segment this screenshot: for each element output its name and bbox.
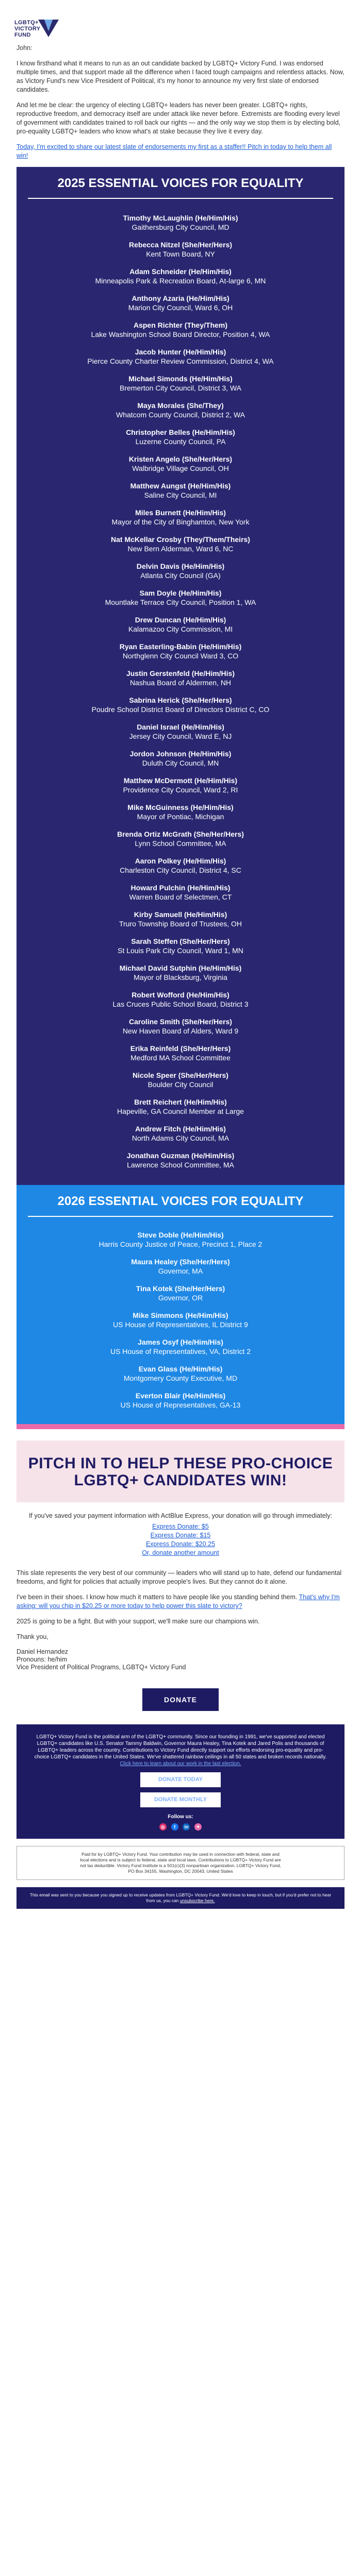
candidate-office: Bremerton City Council, District 3, WA (120, 384, 241, 392)
candidate-entry (17, 374, 344, 393)
candidate-office: New Haven Board of Alders, Ward 9 (122, 1027, 239, 1035)
candidate-office: Kent Town Board, NY (146, 250, 215, 258)
panel-2025-title: 2025 ESSENTIAL VOICES FOR EQUALITY (28, 167, 333, 199)
header (0, 0, 361, 44)
footer-about-text: LGBTQ+ Victory Fund is the political arm of the LGBTQ+ community. Since our founding in 1991, we've supported and elected LGBTQ+ candidates like U.S. Senator Tammy Baldwin, Governor Maura Healey, Tina Kotek and Jared Polis and thousands of LGBTQ+ leaders across the country. Contributions to Victory Fund directly support our efforts endorsing pro-equality and pro-choice LGBTQ+ candidates in the United States. We've shattered rainbow ceilings in all 50 states and broken records nationally. (34, 1734, 327, 1760)
candidate-office: St Louis Park City Council, Ward 1, MN (118, 946, 243, 955)
candidate-entry (17, 990, 344, 1009)
express-intro: If you've saved your payment information with ActBlue Express, your donation will go through immediately: (28, 1512, 333, 1519)
logo-line-2: VICTORY (14, 26, 41, 32)
candidate-name: Erika Reinfeld (She/Her/Hers) (130, 1044, 231, 1053)
candidate-name: Rebecca Nitzel (She/Her/Hers) (129, 241, 232, 249)
sign-off: Thank you, (17, 1633, 48, 1640)
candidate-entry (17, 722, 344, 741)
candidate-name: Andrew Fitch (He/Him/His) (135, 1125, 226, 1133)
candidate-office: Lawrence School Committee, MA (127, 1161, 234, 1169)
candidate-entry (17, 240, 344, 259)
candidate-entry (17, 642, 344, 660)
candidate-name: Daniel Israel (He/Him/His) (137, 723, 224, 731)
candidate-name: Michael Simonds (He/Him/His) (128, 375, 233, 383)
candidate-name: Nicole Speer (She/Her/Hers) (133, 1071, 228, 1079)
candidate-name: Delvin Davis (He/Him/His) (136, 562, 225, 570)
seen-text: I've been in their shoes. I know how much it matters to have people like you standing behind them. (17, 1594, 299, 1601)
candidate-name: Sabrina Herick (She/Her/Hers) (129, 696, 232, 704)
candidate-name: Aspen Richter (They/Them) (133, 321, 228, 329)
candidate-name: Ryan Easterling-Babin (He/Him/His) (119, 642, 242, 651)
candidate-name: Justin Gerstenfeld (He/Him/His) (126, 669, 235, 677)
candidate-name: Mike Simmons (He/Him/His) (133, 1311, 228, 1319)
candidate-name: Sarah Steffen (She/Her/Hers) (131, 937, 230, 945)
legal-text: This email was sent to you because you signed up to receive updates from LGBTQ+ Victory Fund. We'd love to keep in touch, but if you'd prefer not to hear from us, you can (29, 1892, 332, 1903)
candidate-office: Marion City Council, Ward 6, OH (128, 303, 233, 312)
candidate-name: Brenda Ortiz McGrath (She/Her/Hers) (117, 830, 244, 838)
candidate-office: Medford MA School Committee (130, 1054, 231, 1062)
candidate-name: Howard Pulchin (He/Him/His) (130, 884, 231, 892)
candidate-office: Mayor of the City of Binghamton, New York (111, 518, 250, 526)
footer-learn-link[interactable]: Click here to learn about our work in the last election. (120, 1761, 241, 1767)
candidate-entry (17, 910, 344, 928)
candidate-entry (17, 454, 344, 473)
candidate-name: Matthew McDermott (He/Him/His) (123, 776, 238, 785)
candidate-office: Saline City Council, MI (144, 491, 217, 499)
candidate-office: Poudre School District Board of Directors District C, CO (91, 705, 270, 714)
candidate-name: Maura Healey (She/Her/Hers) (131, 1258, 230, 1266)
candidate-office: Montgomery County Executive, MD (123, 1374, 238, 1382)
candidate-entry (17, 508, 344, 527)
logo-line-1: LGBTQ+ (14, 20, 39, 26)
candidate-office: Minneapolis Park & Recreation Board, At-large 6, MN (95, 277, 266, 285)
candidate-entry (17, 883, 344, 902)
donate-monthly-button[interactable]: DONATE MONTHLY (140, 1792, 221, 1807)
candidate-entry (17, 669, 344, 687)
candidate-name: Nat McKellar Crosby (They/Them/Theirs) (111, 535, 250, 544)
candidate-office: Hapeville, GA Council Member at Large (117, 1107, 244, 1115)
candidate-office: Duluth City Council, MN (142, 759, 219, 767)
candidate-name: Maya Morales (She/They) (137, 401, 224, 410)
candidate-name: Adam Schneider (He/Him/His) (129, 267, 232, 276)
candidate-office: Atlanta City Council (GA) (140, 571, 221, 580)
candidate-entry (17, 749, 344, 768)
candidate-entry (17, 1230, 344, 1249)
candidate-entry (17, 1097, 344, 1116)
candidate-entry (17, 213, 344, 232)
brand-logo[interactable] (7, 9, 79, 38)
candidate-entry (17, 937, 344, 955)
donate-button[interactable]: DONATE (142, 1688, 219, 1711)
closing-section (0, 1563, 361, 1671)
candidate-entry (17, 320, 344, 339)
candidate-name: Anthony Azaria (He/Him/His) (132, 294, 229, 302)
candidate-office: Charleston City Council, District 4, SC (120, 866, 241, 874)
candidate-office: Walbridge Village Council, OH (132, 464, 229, 472)
footer-about (31, 1734, 330, 1767)
panel-2025 (17, 167, 344, 1185)
signer-name: Daniel Hernandez (17, 1648, 69, 1655)
candidate-name: Drew Duncan (He/Him/His) (135, 616, 226, 624)
candidate-office: Las Cruces Public School Board, District 3 (112, 1000, 249, 1008)
candidate-entry (17, 1124, 344, 1143)
candidate-entry (17, 401, 344, 419)
candidate-name: Tina Kotek (She/Her/Hers) (136, 1284, 225, 1293)
candidate-name: Miles Burnett (He/Him/His) (135, 509, 226, 517)
follow-label: Follow us: (168, 1814, 193, 1820)
candidate-office: US House of Representatives, IL District 9 (113, 1320, 248, 1329)
signer-title: Vice President of Political Programs, LGBTQ+ Victory Fund (17, 1664, 186, 1671)
candidate-office: North Adams City Council, MA (132, 1134, 229, 1142)
candidate-entry (17, 481, 344, 500)
legal-notice (17, 1887, 344, 1909)
candidate-name: Christopher Belles (He/Him/His) (126, 428, 235, 436)
candidate-name: Mike McGuinness (He/Him/His) (127, 803, 234, 811)
candidate-entry (17, 1151, 344, 1170)
intro-donate-link[interactable]: Today, I'm excited to share our latest slate of endorsements my first as a staffer!! Pitch in today to help them all win! (17, 143, 332, 159)
candidate-entry (17, 829, 344, 848)
candidate-office: Mountlake Terrace City Council, Position 1, WA (105, 598, 256, 606)
candidate-entry (17, 1284, 344, 1302)
candidate-entry (17, 267, 344, 285)
candidate-entry (17, 776, 344, 794)
candidate-name: Jordon Johnson (He/Him/His) (129, 750, 232, 758)
donate-other-amount-link[interactable]: Or, donate another amount (142, 1549, 219, 1556)
candidate-name: Kristen Angelo (She/Her/Hers) (128, 455, 233, 463)
candidate-entry (17, 856, 344, 875)
candidate-name: Sam Doyle (He/Him/His) (139, 589, 222, 597)
candidate-office: Warren Board of Selectmen, CT (129, 893, 232, 901)
social-links (31, 1823, 330, 1831)
pitch-banner[interactable] (17, 1440, 344, 1502)
panel-2026-title: 2026 ESSENTIAL VOICES FOR EQUALITY (28, 1185, 333, 1217)
candidate-office: Providence City Council, Ward 2, RI (123, 786, 238, 794)
candidate-entry (17, 696, 344, 714)
candidate-name: Kirby Samuell (He/Him/His) (134, 910, 227, 919)
paragraph (17, 1593, 344, 1611)
paragraph: I know firsthand what it means to run as an out candidate backed by LGBTQ+ Victory Fund. I was endorsed multiple times, and that support made all the difference when I faced tough campaigns and relentless attacks. Now, as Victory Fund's new Vice President of Political, it's my honor to announce my very first slate of endorsed candidates. (17, 60, 344, 93)
pitch-title: PITCH IN TO HELP THESE PRO-CHOICE LGBTQ+ CANDIDATES WIN! (28, 1455, 333, 1489)
candidate-office: Mayor of Pontiac, Michigan (137, 812, 224, 821)
candidate-office: Lynn School Committee, MA (135, 839, 226, 848)
candidate-office: New Bern Alderman, Ward 6, NC (127, 545, 234, 553)
paragraph: And let me be clear: the urgency of electing LGBTQ+ leaders has never been greater. LGBTQ+ rights, reproductive freedom, and democracy itself are under attack like never before. Extremists are flooding every level of government with candidates trained to roll back our rights — and the only way we stop them is by electing bold, pro-equality LGBTQ+ leaders who know what's at stake because they live it every day. (17, 101, 341, 135)
candidate-entry (17, 562, 344, 580)
candidate-entry (17, 1311, 344, 1329)
candidate-office: Kalamazoo City Commission, MI (128, 625, 233, 633)
express-donate-link[interactable]: Express Donate: $20.25 (145, 1540, 216, 1548)
express-donate-link[interactable]: Express Donate: $5 (152, 1523, 209, 1530)
candidate-name: Brett Reichert (He/Him/His) (134, 1098, 227, 1106)
panel-2026 (17, 1185, 344, 1429)
candidate-office: Harris County Justice of Peace, Precinct 1, Place 2 (99, 1240, 262, 1248)
candidate-entry (17, 1364, 344, 1383)
candidate-list-2026 (17, 1217, 344, 1424)
logo-line-3: FUND (14, 32, 31, 38)
donate-today-button[interactable]: DONATE TODAY (140, 1772, 221, 1787)
v-icon (37, 19, 60, 38)
candidate-entry (17, 1044, 344, 1062)
express-donate-section (0, 1502, 361, 1563)
footer (17, 1724, 344, 1839)
candidate-name: Michael David Sutphin (He/Him/His) (119, 964, 242, 972)
candidate-entry (17, 615, 344, 634)
candidate-name: Evan Glass (He/Him/His) (138, 1365, 223, 1373)
paid-for-disclaimer: Paid for by LGBTQ+ Victory Fund. Your contribution may be used in connection with federal, state and local elections and is subject to federal, state and local laws. Contributions to LGBTQ+ Victory Fund are not tax deductible. Victory Fund Institute is a 501(c)(3) nonpartisan organization. LGBTQ+ Victory Fund, PO Box 34155, Washington, DC 20043, United States (17, 1846, 344, 1880)
greeting: John: (17, 44, 32, 52)
candidate-office: Gaithersburg City Council, MD (132, 223, 229, 231)
candidate-entry (17, 428, 344, 446)
paragraph: 2025 is going to be a fight. But with your support, we'll make sure our champions win. (17, 1618, 260, 1625)
candidate-office: Lake Washington School Board Director, Position 4, WA (91, 330, 270, 338)
paragraph: This slate represents the very best of our community — leaders who will stand up to hate, defend our fundamental freedoms, and fight for policies that actually improve people's lives. But they cannot do it alone. (17, 1569, 342, 1585)
candidate-name: Matthew Aungst (He/Him/His) (130, 482, 231, 490)
donate-cta (0, 1678, 361, 1724)
candidate-name: Steve Doble (He/Him/His) (137, 1231, 224, 1239)
candidate-name: Jacob Hunter (He/Him/His) (135, 348, 226, 356)
candidate-office: Governor, OR (158, 1294, 203, 1302)
facebook-icon[interactable]: f (171, 1823, 178, 1831)
candidate-entry (17, 1257, 344, 1276)
chip-in-link[interactable]: That's why I'm asking: will you chip in $20.25 or more today to help power this slate to victory? (17, 1594, 340, 1609)
candidate-name: Timothy McLaughlin (He/Him/His) (123, 214, 238, 222)
candidate-entry (17, 1017, 344, 1036)
candidate-entry (17, 588, 344, 607)
candidate-office: US House of Representatives, GA-13 (120, 1401, 241, 1409)
candidate-list-2025 (17, 199, 344, 1185)
instagram-icon[interactable]: ◎ (159, 1823, 167, 1831)
candidate-office: Truro Township Board of Trustees, OH (119, 920, 242, 928)
candidate-office: Northglenn City Council Ward 3, CO (122, 652, 239, 660)
signature (17, 1648, 344, 1671)
candidate-entry (17, 1071, 344, 1089)
candidate-entry (17, 347, 344, 366)
candidate-office: Pierce County Charter Review Commission, District 4, WA (87, 357, 274, 365)
candidate-office: US House of Representatives, VA, District 2 (110, 1347, 251, 1355)
signer-pronouns: Pronouns: he/him (17, 1656, 67, 1663)
candidate-name: Robert Wofford (He/Him/His) (132, 991, 229, 999)
candidate-name: Caroline Smith (She/Her/Hers) (129, 1018, 232, 1026)
candidate-office: Governor, MA (158, 1267, 203, 1275)
candidate-name: Everton Blair (He/Him/His) (135, 1392, 226, 1400)
candidate-entry (17, 535, 344, 553)
candidate-entry (17, 1391, 344, 1410)
candidate-office: Whatcom County Council, District 2, WA (116, 411, 245, 419)
express-donate-link[interactable]: Express Donate: $15 (150, 1532, 211, 1539)
candidate-name: Aaron Polkey (He/Him/His) (135, 857, 226, 865)
candidate-entry (17, 803, 344, 821)
unsubscribe-link[interactable]: unsubscribe here. (179, 1898, 215, 1903)
candidate-entry (17, 294, 344, 312)
linkedin-icon[interactable]: in (183, 1823, 190, 1831)
candidate-office: Jersey City Council, Ward E, NJ (129, 732, 232, 740)
candidate-entry (17, 1337, 344, 1356)
intro-section (0, 44, 361, 160)
bluesky-icon[interactable]: ✦ (194, 1823, 202, 1831)
candidate-office: Luzerne County Council, PA (135, 437, 226, 446)
candidate-entry (17, 963, 344, 982)
candidate-name: James Osyf (He/Him/His) (138, 1338, 223, 1346)
candidate-office: Mayor of Blacksburg, Virginia (134, 973, 227, 981)
candidate-office: Nashua Board of Aldermen, NH (129, 679, 232, 687)
candidate-name: Jonathan Guzman (He/Him/His) (126, 1151, 235, 1160)
candidate-office: Boulder City Council (147, 1080, 214, 1089)
